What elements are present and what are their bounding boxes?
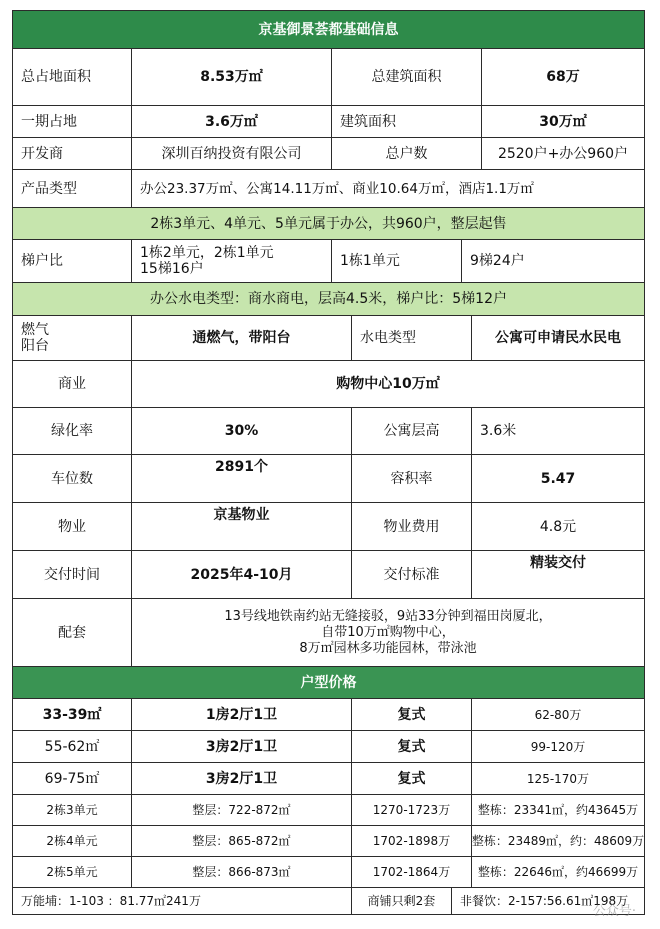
office-utility-row — [13, 283, 644, 316]
table-row — [13, 316, 644, 361]
office-floor: 整层：866-873㎡ — [132, 857, 352, 887]
office-price: 1702-1864万 — [352, 857, 472, 887]
product-label: 产品类型 — [13, 170, 132, 207]
gas-label-line1: 燃气 — [21, 322, 49, 338]
office-whole: 整栋：23341㎡，约43645万 — [477, 803, 639, 817]
product-value: 办公23.37万㎡、公寓14.11万㎡、商业10.64万㎡，酒店1.1万㎡ — [140, 180, 534, 197]
price-title-row — [13, 667, 644, 699]
parking-label: 车位数 — [13, 455, 132, 502]
amenity-value — [132, 599, 644, 666]
utility-label: 水电类型 — [352, 316, 472, 360]
delivery-value: 2025年4-10月 — [132, 551, 352, 598]
table-title-row — [13, 11, 644, 49]
build-area-label: 建筑面积 — [332, 106, 482, 137]
total-land-label: 总占地面积 — [13, 49, 132, 105]
amenity-line-3: 8万㎡园林多功能园林，带泳池 — [299, 640, 477, 656]
unit-price: 62-80万 — [534, 707, 582, 722]
table-row — [13, 731, 644, 763]
page-title: 京基御景荟都基础信息 — [258, 21, 399, 38]
developer-value: 深圳百纳投资有限公司 — [132, 138, 332, 169]
commerce-label: 商业 — [13, 361, 132, 407]
property-value: 京基物业 — [132, 503, 352, 550]
office-note: 2栋3单元、4单元、5单元属于办公，共960户，整层起售 — [150, 215, 507, 232]
table-row — [13, 170, 644, 208]
ladder-value-2: 1栋1单元 — [332, 240, 462, 282]
unit-type: 复式 — [352, 699, 472, 730]
office-price: 1270-1723万 — [352, 795, 472, 825]
gas-label — [13, 316, 132, 360]
build-area-value: 30万㎡ — [539, 113, 587, 130]
office-utility-note: 办公水电类型：商水商电，层高4.5米，梯户比：5梯12户 — [150, 291, 507, 307]
amenity-line-2: 自带10万㎡购物中心， — [321, 624, 455, 640]
gas-label-line2: 阳台 — [21, 338, 49, 354]
unit-area: 33-39㎡ — [13, 699, 132, 730]
table-row — [13, 138, 644, 170]
table-row — [13, 888, 644, 914]
price-section-title: 户型价格 — [300, 674, 357, 691]
info-table — [12, 10, 645, 915]
unit-layout: 3房2厅1卫 — [132, 763, 352, 794]
commerce-value: 购物中心10万㎡ — [336, 376, 440, 392]
ladder-label: 梯户比 — [13, 240, 132, 282]
total-build-value: 68万 — [546, 69, 580, 85]
ladder-value-1-line1: 1栋2单元，2栋1单元 — [140, 245, 274, 261]
total-land-value: 8.53万㎡ — [132, 49, 332, 105]
unit-type: 复式 — [352, 731, 472, 762]
table-row — [13, 240, 644, 283]
fee-label: 物业费用 — [352, 503, 472, 550]
standard-label: 交付标准 — [352, 551, 472, 598]
ladder-value-3: 9梯24户 — [470, 253, 525, 269]
gas-value: 通燃气，带阳台 — [132, 316, 352, 360]
developer-label: 开发商 — [13, 138, 132, 169]
table-row — [13, 763, 644, 795]
green-value: 30% — [132, 408, 352, 454]
table-row — [13, 455, 644, 503]
footer-right: 非餐饮：2-157:56.61㎡198万 — [460, 894, 629, 908]
parking-value: 2891个 — [132, 455, 352, 502]
footer-left: 万能埔：1-103 ：81.77㎡241万 — [13, 888, 352, 914]
watermark: 公众号· — [592, 904, 636, 919]
table-row — [13, 503, 644, 551]
unit-price: 99-120万 — [530, 739, 586, 754]
ladder-value-1 — [132, 240, 332, 282]
unit-layout: 1房2厅1卫 — [132, 699, 352, 730]
utility-value: 公寓可申请民水民电 — [495, 330, 621, 346]
households-value: 2520户+办公960户 — [497, 145, 629, 162]
table-row — [13, 795, 644, 826]
table-row — [13, 408, 644, 455]
table-row — [13, 49, 644, 106]
office-note-row — [13, 208, 644, 240]
office-unit: 2栋4单元 — [13, 826, 132, 856]
far-value: 5.47 — [540, 470, 576, 487]
table-row — [13, 361, 644, 408]
unit-area: 69-75㎡ — [13, 763, 132, 794]
footer-mid: 商铺只剩2套 — [352, 888, 452, 914]
unit-price: 125-170万 — [526, 771, 590, 786]
amenity-label: 配套 — [13, 599, 132, 666]
office-floor: 整层：722-872㎡ — [132, 795, 352, 825]
far-label: 容积率 — [352, 455, 472, 502]
unit-layout: 3房2厅1卫 — [132, 731, 352, 762]
office-whole: 整栋：23489㎡，约：48609万 — [472, 834, 644, 848]
ladder-value-1-line2: 15梯16户 — [140, 261, 204, 277]
table-row — [13, 106, 644, 138]
table-row — [13, 599, 644, 667]
standard-value: 精装交付 — [530, 555, 586, 571]
green-label: 绿化率 — [13, 408, 132, 454]
office-unit: 2栋5单元 — [13, 857, 132, 887]
phase1-label: 一期占地 — [13, 106, 132, 137]
phase1-value: 3.6万㎡ — [132, 106, 332, 137]
unit-type: 复式 — [352, 763, 472, 794]
table-row — [13, 857, 644, 888]
households-label: 总户数 — [332, 138, 482, 169]
office-unit: 2栋3单元 — [13, 795, 132, 825]
apt-height-label: 公寓层高 — [352, 408, 472, 454]
office-whole: 整栋：22646㎡，约46699万 — [477, 865, 639, 879]
apt-height-value: 3.6米 — [480, 423, 517, 439]
amenity-line-1: 13号线地铁南约站无缝接驳，9站33分钟到福田岗厦北， — [224, 608, 552, 624]
office-price: 1702-1898万 — [352, 826, 472, 856]
table-row — [13, 826, 644, 857]
property-label: 物业 — [13, 503, 132, 550]
fee-value: 4.8元 — [539, 518, 577, 535]
table-row — [13, 699, 644, 731]
unit-area: 55-62㎡ — [13, 731, 132, 762]
table-row — [13, 551, 644, 599]
delivery-label: 交付时间 — [13, 551, 132, 598]
total-build-label: 总建筑面积 — [332, 49, 482, 105]
office-floor: 整层：865-872㎡ — [132, 826, 352, 856]
